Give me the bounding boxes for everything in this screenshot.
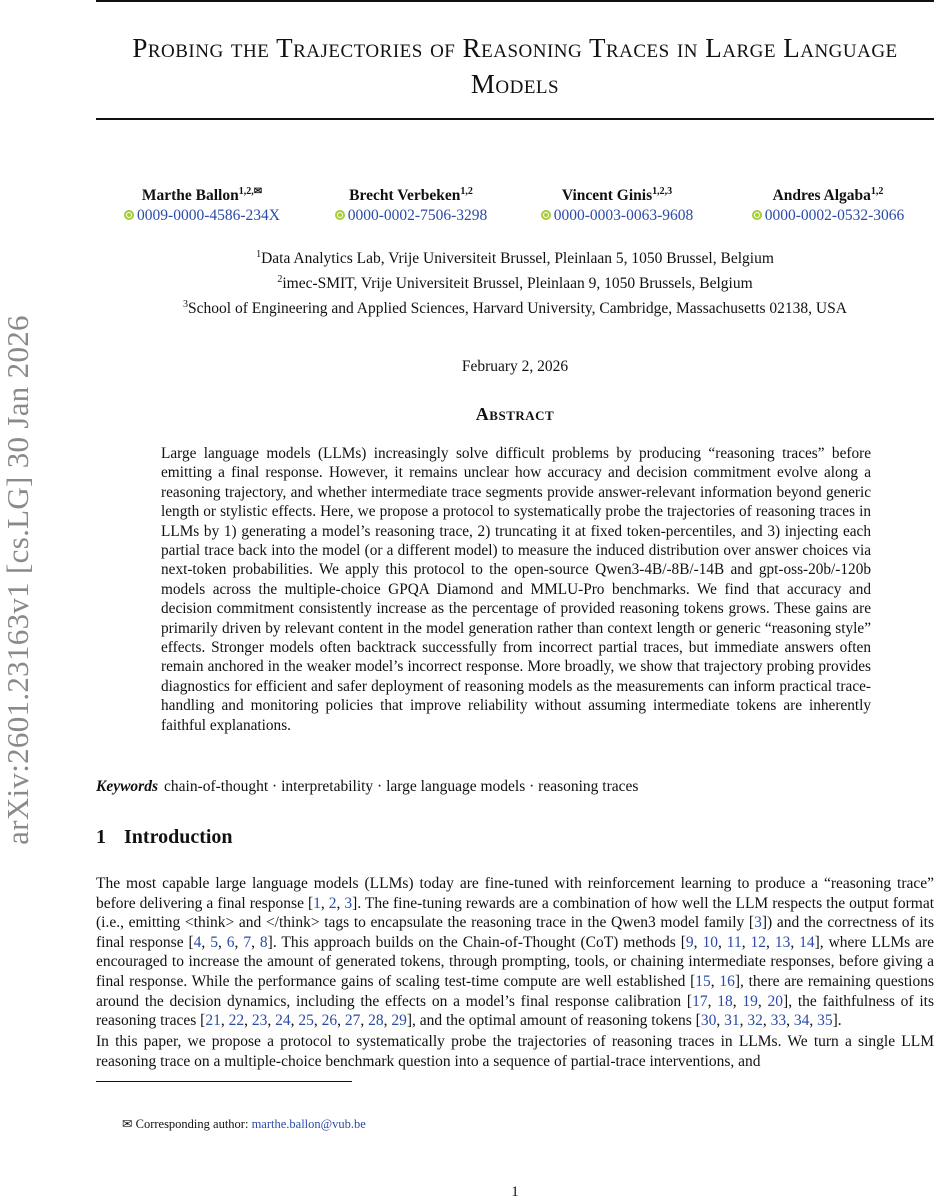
author-1 bbox=[92, 182, 312, 226]
citation-link[interactable]: 34 bbox=[793, 1012, 810, 1030]
title-rule-bottom bbox=[96, 118, 934, 120]
citation-link[interactable]: 6 bbox=[226, 933, 235, 951]
citation-link[interactable]: 29 bbox=[391, 1012, 407, 1030]
citation-link[interactable]: 30 bbox=[700, 1012, 717, 1030]
author-affil-marks: 1,2 bbox=[460, 186, 473, 197]
orcid-link[interactable]: 0000-0003-0063-9608 bbox=[507, 206, 727, 226]
section-heading bbox=[96, 826, 233, 849]
citation-link[interactable]: 3 bbox=[754, 914, 762, 932]
citation-link[interactable]: 31 bbox=[724, 1012, 740, 1030]
citation-link[interactable]: 15 bbox=[695, 972, 711, 990]
author-name: Brecht Verbeken bbox=[349, 187, 461, 205]
citation-link[interactable]: 22 bbox=[228, 1012, 245, 1030]
author-name: Vincent Ginis bbox=[561, 187, 653, 205]
author-affil-marks: 1,2 bbox=[870, 186, 884, 197]
citation-link[interactable]: 24 bbox=[275, 1012, 291, 1030]
citation-link[interactable]: 20 bbox=[767, 992, 784, 1010]
abstract-text: Large language models (LLMs) increasingly solve difficult problems by producing “reasoning traces” before emitting a final response. However, it remains unclear how accuracy and decision commitment evolve along a reasoning trajectory, and whether intermediate trace segments provide answer-relevant information beyond generic length or stylistic effects. Here, we propose a protocol to systematically probe the trajectories of reasoning traces in LLMs by 1) generating a model’s reasoning trace, 2) truncating it at fixed token-percentiles, and 3) injecting each partial trace back into the model (or a different model) to measure the induced distribution over answer choices via next-token probabilities. We apply this protocol to the open-source Qwen3-4B/-8B/-14B and gpt-oss-20b/-120b models across the multiple-choice GPQA Diamond and MMLU-Pro benchmarks. We find that accuracy and decision commitment consistently increase as the percentage of provided reasoning tokens grows. These gains are primarily driven by relevant content in the model generation rather than context length or generic “reasoning style” effects. Stronger models often backtrack successfully from incorrect partial traces, but immediate answers often remain anchored in the weaker model’s incorrect response. More broadly, we show that trajectory probing provides diagnostics for efficient and safer deployment of reasoning models as the measurements can inform practical trace-handling and monitoring policies that improve reliability without assuming intermediate tokens are inherently faithful explanations. bbox=[161, 445, 871, 734]
citation-link[interactable]: 23 bbox=[251, 1012, 268, 1030]
citation-link[interactable]: 13 bbox=[774, 933, 791, 951]
author-name: Andres Algaba bbox=[772, 187, 871, 205]
orcid-icon bbox=[541, 210, 551, 220]
keywords-label: Keywords bbox=[96, 778, 158, 795]
citation-link[interactable]: 11 bbox=[726, 933, 742, 951]
author-affil-marks: 1,2,3 bbox=[652, 186, 673, 197]
author-name: Marthe Ballon bbox=[141, 187, 239, 205]
email-link[interactable]: marthe.ballon@vub.be bbox=[251, 1117, 366, 1131]
orcid-icon bbox=[335, 210, 345, 220]
citation-link[interactable]: 28 bbox=[368, 1012, 384, 1030]
intro-paragraph-1: The most capable large language models (LLMs) today are fine-tuned with reinforcement learning to produce a “reasoning trace” before delivering a final response [1, 2, 3]. The fine-tuning rewards are a combination of how well the LLM respects the output format (i.e., emitting <think> and </think> tags to encapsulate the reasoning trace in the Qwen3 model family [3]) and the correctness of its final response [4, 5, 6, 7, 8]. This approach builds on the Chain-of-Thought (CoT) methods [9, 10, 11, 12, 13, 14], where LLMs are encouraged to increase the amount of generated tokens, through prompting, tools, or chaining intermediate responses, before giving a final response. While the performance gains of scaling test-time compute are well established [15, 16], there are remaining questions around the decision dynamics, including the effects on a model’s final response calibration [17, 18, 19, 20], the faithfulness of its reasoning traces [21, 22, 23, 24, 25, 26, 27, 28, 29], and the optimal amount of reasoning tokens [30, 31, 32, 33, 34, 35]. bbox=[96, 875, 935, 1030]
citation-link[interactable]: 10 bbox=[702, 933, 718, 951]
footnote: ✉ Corresponding author: marthe.ballon@vub.be bbox=[122, 1117, 366, 1131]
citation-link[interactable]: 4 bbox=[193, 933, 202, 951]
citation-link[interactable]: 27 bbox=[344, 1012, 361, 1030]
affiliations bbox=[96, 244, 934, 319]
citation-link[interactable]: 17 bbox=[692, 992, 708, 1010]
author-4 bbox=[718, 182, 935, 226]
author-2 bbox=[301, 182, 521, 226]
orcid-link[interactable]: 0000-0002-7506-3298 bbox=[301, 206, 521, 226]
paper-title: Probing the Trajectories of Reasoning Traces in Large Language Models bbox=[132, 33, 898, 99]
citation-link[interactable]: 5 bbox=[210, 933, 218, 951]
footnote-rule bbox=[96, 1081, 352, 1082]
author-3 bbox=[507, 182, 727, 226]
affiliation-2: $^2$imec-SMIT, Vrije Universiteit Brussel, Pleinlaan 9, 1050 Brussels, Belgium bbox=[277, 274, 753, 293]
orcid-link[interactable]: 0009-0000-4586-234X bbox=[92, 206, 312, 226]
keywords bbox=[96, 778, 934, 796]
section-title: Introduction bbox=[124, 826, 233, 848]
citation-link[interactable]: 12 bbox=[750, 933, 767, 951]
citation-link[interactable]: 25 bbox=[298, 1012, 314, 1030]
abstract-heading: Abstract bbox=[475, 404, 555, 424]
publication-date: February 2, 2026 bbox=[461, 358, 569, 375]
citation-link[interactable]: 14 bbox=[799, 933, 815, 951]
citation-link[interactable]: 16 bbox=[719, 972, 735, 990]
citation-link[interactable]: 32 bbox=[747, 1012, 763, 1030]
arxiv-identifier: arXiv:2601.23163v1 [cs.LG] 30 Jan 2026 bbox=[0, 315, 35, 845]
keywords-list: chain-of-thought · interpretability · large language models · reasoning traces bbox=[164, 778, 639, 795]
citation-link[interactable]: 9 bbox=[685, 933, 694, 951]
affiliation-3: $^3$School of Engineering and Applied Sciences, Harvard University, Cambridge, Massachusetts 02138, USA bbox=[183, 299, 847, 318]
citation-link[interactable]: 35 bbox=[817, 1012, 833, 1030]
citation-link[interactable]: 18 bbox=[717, 992, 733, 1010]
page-number: 1 bbox=[511, 1184, 519, 1200]
citation-link[interactable]: 7 bbox=[243, 933, 252, 951]
section-number: 1 bbox=[96, 826, 106, 848]
citation-link[interactable]: 19 bbox=[742, 992, 758, 1010]
mail-icon: ✉ bbox=[122, 1117, 133, 1131]
title-rule-top bbox=[96, 0, 934, 2]
citation-link[interactable]: 21 bbox=[205, 1012, 221, 1030]
citation-link[interactable]: 26 bbox=[321, 1012, 338, 1030]
orcid-icon bbox=[752, 210, 762, 220]
citation-link[interactable]: 8 bbox=[259, 933, 268, 951]
citation-link[interactable]: 2 bbox=[328, 894, 337, 912]
citation-link[interactable]: 33 bbox=[770, 1012, 787, 1030]
orcid-icon bbox=[124, 210, 134, 220]
citation-link[interactable]: 1 bbox=[313, 894, 321, 912]
intro-paragraph-2: In this paper, we propose a protocol to systematically probe the trajectories of reasoning traces in LLMs. We turn a single LLM reasoning trace on a multiple-choice benchmark question into a sequence of partial-trace interventions, and bbox=[96, 1033, 934, 1070]
orcid-link[interactable]: 0000-0002-0532-3066 bbox=[718, 206, 935, 226]
author-affil-marks: 1,2,✉ bbox=[238, 186, 263, 197]
citation-link[interactable]: 3 bbox=[344, 894, 353, 912]
affiliation-1: $^1$Data Analytics Lab, Vrije Universiteit Brussel, Pleinlaan 5, 1050 Brussel, Belgium bbox=[256, 249, 774, 268]
